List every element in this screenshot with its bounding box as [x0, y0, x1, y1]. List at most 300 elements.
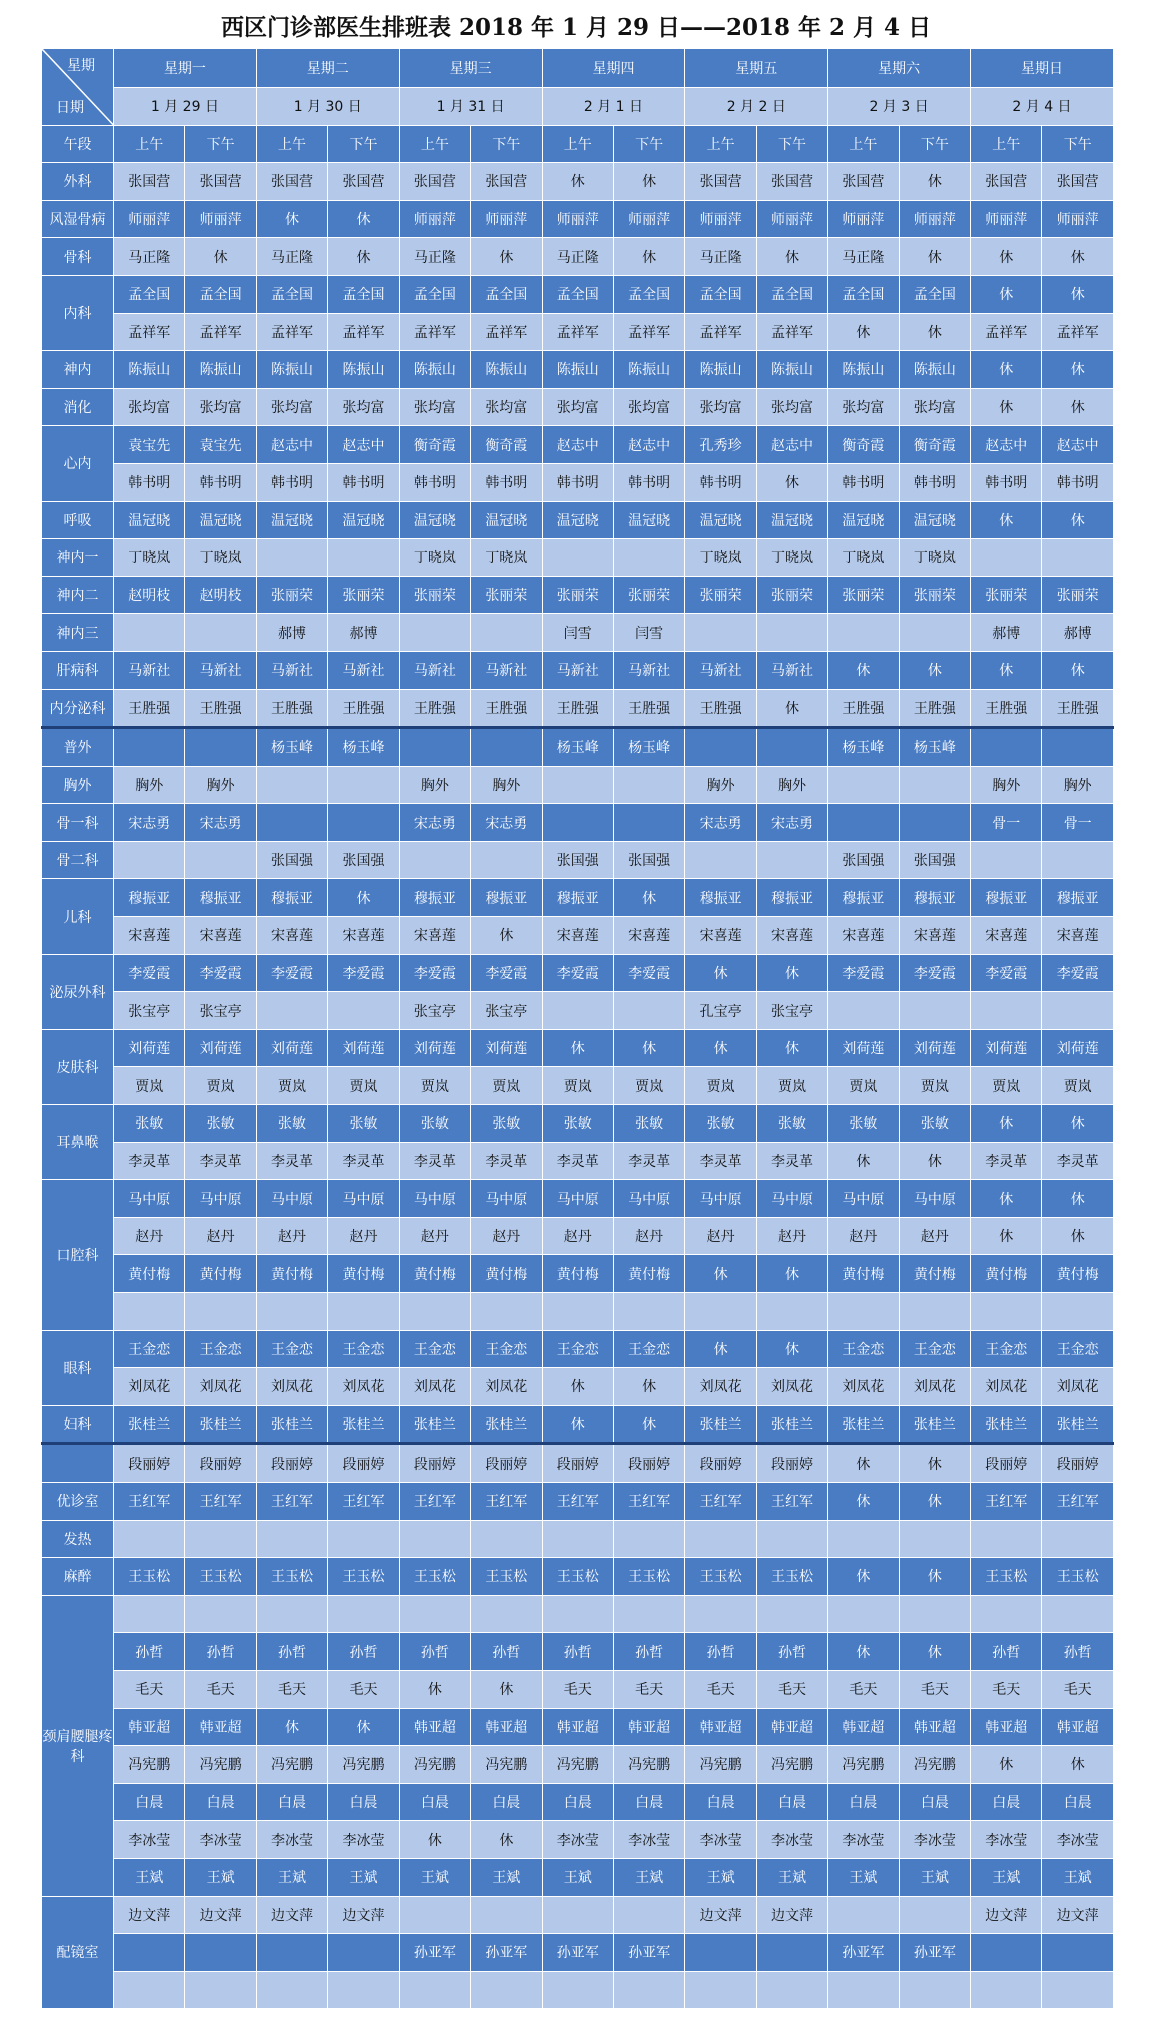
doctor-cell: 孟全国 — [328, 275, 399, 313]
doctor-cell: 休 — [1042, 238, 1113, 276]
doctor-cell: 段丽婷 — [399, 1444, 470, 1483]
doctor-cell: 师丽萍 — [399, 200, 470, 238]
doctor-cell: 李冰莹 — [1042, 1821, 1113, 1859]
doctor-cell — [328, 1293, 399, 1331]
doctor-cell: 王胜强 — [971, 689, 1042, 728]
doctor-cell: 宋志勇 — [114, 804, 185, 842]
doctor-cell: 边文萍 — [328, 1896, 399, 1934]
doctor-cell: 穆振亚 — [185, 879, 256, 917]
doctor-cell: 赵丹 — [613, 1217, 684, 1255]
doctor-cell — [185, 728, 256, 767]
doctor-cell: 休 — [828, 1558, 899, 1596]
doctor-cell: 孙哲 — [328, 1633, 399, 1671]
doctor-cell: 休 — [471, 1821, 542, 1859]
doctor-cell: 孙亚军 — [399, 1934, 470, 1972]
doctor-cell: 刘荷莲 — [471, 1029, 542, 1067]
department-name: 优诊室 — [42, 1482, 114, 1520]
doctor-cell — [114, 841, 185, 879]
doctor-cell: 孟祥军 — [399, 313, 470, 351]
doctor-cell: 李冰莹 — [899, 1821, 970, 1859]
doctor-cell: 马中原 — [114, 1180, 185, 1218]
doctor-cell — [1042, 728, 1113, 767]
schedule-row — [42, 275, 1114, 313]
doctor-cell: 宋喜莲 — [542, 917, 613, 955]
doctor-cell: 李冰莹 — [828, 1821, 899, 1859]
doctor-cell — [685, 1293, 756, 1331]
doctor-cell — [1042, 1934, 1113, 1972]
doctor-cell: 穆振亚 — [828, 879, 899, 917]
doctor-cell: 陈振山 — [399, 351, 470, 389]
doctor-cell: 胸外 — [685, 766, 756, 804]
doctor-cell: 韩亚超 — [542, 1708, 613, 1746]
doctor-cell — [471, 1520, 542, 1558]
doctor-cell — [685, 1520, 756, 1558]
doctor-cell: 宋喜莲 — [613, 917, 684, 955]
doctor-cell: 宋喜莲 — [256, 917, 327, 955]
doctor-cell: 胸外 — [971, 766, 1042, 804]
doctor-cell: 杨玉峰 — [542, 728, 613, 767]
doctor-cell: 黄付梅 — [399, 1255, 470, 1293]
doctor-cell: 马中原 — [899, 1180, 970, 1218]
doctor-cell — [971, 1293, 1042, 1331]
doctor-cell — [399, 1293, 470, 1331]
doctor-cell: 王金恋 — [399, 1330, 470, 1368]
doctor-cell: 白晨 — [971, 1783, 1042, 1821]
doctor-cell: 白晨 — [756, 1783, 827, 1821]
doctor-cell — [399, 841, 470, 879]
department-name: 配镜室 — [42, 1896, 114, 2009]
schedule-row — [42, 1217, 1114, 1255]
doctor-cell: 王胜强 — [399, 689, 470, 728]
doctor-cell: 白晨 — [613, 1783, 684, 1821]
doctor-cell: 王玉松 — [114, 1558, 185, 1596]
department-name: 肝病科 — [42, 651, 114, 689]
doctor-cell: 赵志中 — [542, 426, 613, 464]
doctor-cell: 王红军 — [328, 1482, 399, 1520]
schedule-row — [42, 238, 1114, 276]
doctor-cell: 衡奇霞 — [399, 426, 470, 464]
doctor-cell — [828, 1520, 899, 1558]
doctor-cell — [542, 1971, 613, 2009]
doctor-cell: 马正隆 — [399, 238, 470, 276]
doctor-cell: 郝博 — [328, 614, 399, 652]
doctor-cell: 韩亚超 — [471, 1708, 542, 1746]
doctor-cell: 刘凤花 — [1042, 1368, 1113, 1406]
doctor-cell: 李爱霞 — [399, 954, 470, 992]
doctor-cell: 张敏 — [328, 1105, 399, 1143]
schedule-row — [42, 1520, 1114, 1558]
doctor-cell: 休 — [185, 238, 256, 276]
doctor-cell: 李冰莹 — [542, 1821, 613, 1859]
doctor-cell: 黄付梅 — [1042, 1255, 1113, 1293]
doctor-cell: 丁晓岚 — [185, 539, 256, 577]
doctor-cell: 宋志勇 — [471, 804, 542, 842]
doctor-cell: 休 — [1042, 275, 1113, 313]
doctor-cell: 冯宪鹏 — [185, 1746, 256, 1784]
doctor-cell: 杨玉峰 — [899, 728, 970, 767]
doctor-cell: 刘凤花 — [828, 1368, 899, 1406]
doctor-cell — [256, 1934, 327, 1972]
doctor-cell — [256, 804, 327, 842]
doctor-cell: 张均富 — [328, 388, 399, 426]
doctor-cell — [185, 841, 256, 879]
schedule-row — [42, 1105, 1114, 1143]
doctor-cell: 张桂兰 — [399, 1405, 470, 1444]
doctor-cell: 孟全国 — [685, 275, 756, 313]
schedule-row — [42, 200, 1114, 238]
doctor-cell: 马新社 — [185, 651, 256, 689]
doctor-cell: 冯宪鹏 — [399, 1746, 470, 1784]
doctor-cell: 韩亚超 — [828, 1708, 899, 1746]
doctor-cell: 孙哲 — [471, 1633, 542, 1671]
doctor-cell: 张丽荣 — [542, 576, 613, 614]
doctor-cell — [328, 539, 399, 577]
doctor-cell: 边文萍 — [1042, 1896, 1113, 1934]
schedule-body — [42, 49, 1114, 2009]
doctor-cell: 李灵革 — [1042, 1142, 1113, 1180]
period-am: 上午 — [542, 125, 613, 163]
doctor-cell: 王金恋 — [1042, 1330, 1113, 1368]
doctor-cell: 宋志勇 — [399, 804, 470, 842]
doctor-cell: 穆振亚 — [971, 879, 1042, 917]
doctor-cell: 黄付梅 — [899, 1255, 970, 1293]
doctor-cell: 白晨 — [114, 1783, 185, 1821]
doctor-cell: 王斌 — [613, 1858, 684, 1896]
doctor-cell — [828, 614, 899, 652]
doctor-cell: 刘凤花 — [185, 1368, 256, 1406]
doctor-cell: 休 — [971, 275, 1042, 313]
corner-date-label: 日期 — [56, 99, 84, 116]
department-name: 内分泌科 — [42, 689, 114, 728]
doctor-cell: 赵丹 — [756, 1217, 827, 1255]
doctor-cell — [399, 1971, 470, 2009]
doctor-cell: 休 — [899, 1633, 970, 1671]
doctor-cell: 孟祥军 — [685, 313, 756, 351]
doctor-cell: 韩书明 — [185, 463, 256, 501]
doctor-cell: 张桂兰 — [185, 1405, 256, 1444]
doctor-cell: 边文萍 — [114, 1896, 185, 1934]
doctor-cell: 孙亚军 — [613, 1934, 684, 1972]
doctor-cell: 李爱霞 — [185, 954, 256, 992]
schedule-row — [42, 1255, 1114, 1293]
doctor-cell: 王金恋 — [471, 1330, 542, 1368]
doctor-cell: 李冰莹 — [613, 1821, 684, 1859]
doctor-cell: 贾岚 — [828, 1067, 899, 1105]
doctor-cell: 师丽萍 — [542, 200, 613, 238]
doctor-cell: 温冠晓 — [114, 501, 185, 539]
doctor-cell: 韩亚超 — [899, 1708, 970, 1746]
doctor-cell: 陈振山 — [756, 351, 827, 389]
doctor-cell: 王胜强 — [685, 689, 756, 728]
doctor-cell: 孔秀珍 — [685, 426, 756, 464]
doctor-cell: 张国营 — [114, 163, 185, 201]
doctor-cell: 穆振亚 — [542, 879, 613, 917]
corner-cell — [42, 49, 114, 126]
doctor-cell: 韩书明 — [613, 463, 684, 501]
schedule-row — [42, 426, 1114, 464]
doctor-cell: 赵志中 — [971, 426, 1042, 464]
doctor-cell: 张均富 — [542, 388, 613, 426]
doctor-cell: 刘荷莲 — [828, 1029, 899, 1067]
doctor-cell: 休 — [756, 689, 827, 728]
doctor-cell — [256, 1971, 327, 2009]
doctor-cell: 马中原 — [756, 1180, 827, 1218]
schedule-row — [42, 1444, 1114, 1483]
doctor-cell: 边文萍 — [185, 1896, 256, 1934]
doctor-cell: 休 — [1042, 1746, 1113, 1784]
weekday-cell: 星期三 — [399, 49, 542, 88]
schedule-row — [42, 539, 1114, 577]
doctor-cell: 温冠晓 — [685, 501, 756, 539]
doctor-cell: 休 — [1042, 388, 1113, 426]
doctor-cell: 赵丹 — [185, 1217, 256, 1255]
period-pm: 下午 — [471, 125, 542, 163]
doctor-cell: 韩亚超 — [185, 1708, 256, 1746]
doctor-cell — [828, 1971, 899, 2009]
schedule-row — [42, 1783, 1114, 1821]
doctor-cell: 孟全国 — [828, 275, 899, 313]
doctor-cell: 孙亚军 — [471, 1934, 542, 1972]
doctor-cell: 衡奇霞 — [899, 426, 970, 464]
doctor-cell: 赵丹 — [399, 1217, 470, 1255]
doctor-cell: 段丽婷 — [114, 1444, 185, 1483]
doctor-cell: 贾岚 — [1042, 1067, 1113, 1105]
doctor-cell: 韩书明 — [256, 463, 327, 501]
doctor-cell: 张宝亭 — [399, 992, 470, 1030]
doctor-cell: 宋喜莲 — [828, 917, 899, 955]
doctor-cell — [471, 841, 542, 879]
doctor-cell: 张均富 — [185, 388, 256, 426]
doctor-cell: 休 — [1042, 351, 1113, 389]
schedule-row — [42, 992, 1114, 1030]
doctor-cell: 休 — [685, 1255, 756, 1293]
doctor-cell: 休 — [828, 651, 899, 689]
doctor-cell — [114, 1595, 185, 1633]
doctor-cell: 马中原 — [685, 1180, 756, 1218]
doctor-cell: 张丽荣 — [685, 576, 756, 614]
doctor-cell — [1042, 992, 1113, 1030]
doctor-cell — [613, 1293, 684, 1331]
schedule-row — [42, 1633, 1114, 1671]
doctor-cell: 王玉松 — [185, 1558, 256, 1596]
doctor-cell: 衡奇霞 — [471, 426, 542, 464]
doctor-cell — [185, 1293, 256, 1331]
weekday-cell: 星期四 — [542, 49, 685, 88]
doctor-cell: 李爱霞 — [899, 954, 970, 992]
doctor-cell: 李冰莹 — [114, 1821, 185, 1859]
doctor-cell: 张国强 — [613, 841, 684, 879]
doctor-cell: 黄付梅 — [828, 1255, 899, 1293]
doctor-cell: 马中原 — [328, 1180, 399, 1218]
doctor-cell: 王斌 — [399, 1858, 470, 1896]
schedule-row — [42, 728, 1114, 767]
doctor-cell: 张国营 — [256, 163, 327, 201]
doctor-cell: 王红军 — [1042, 1482, 1113, 1520]
period-pm: 下午 — [1042, 125, 1113, 163]
doctor-cell: 王斌 — [256, 1858, 327, 1896]
doctor-cell: 刘凤花 — [399, 1368, 470, 1406]
doctor-cell: 张均富 — [471, 388, 542, 426]
doctor-cell: 休 — [899, 1482, 970, 1520]
doctor-cell: 韩亚超 — [685, 1708, 756, 1746]
doctor-cell: 王胜强 — [471, 689, 542, 728]
doctor-cell: 王红军 — [756, 1482, 827, 1520]
period-am: 上午 — [685, 125, 756, 163]
doctor-cell: 穆振亚 — [256, 879, 327, 917]
schedule-row — [42, 1293, 1114, 1331]
doctor-cell: 刘荷莲 — [971, 1029, 1042, 1067]
doctor-cell: 穆振亚 — [899, 879, 970, 917]
doctor-cell: 孟祥军 — [542, 313, 613, 351]
doctor-cell — [399, 728, 470, 767]
doctor-cell: 孟全国 — [114, 275, 185, 313]
doctor-cell: 韩书明 — [328, 463, 399, 501]
doctor-cell: 休 — [971, 1180, 1042, 1218]
doctor-cell: 赵丹 — [542, 1217, 613, 1255]
doctor-cell: 李灵革 — [685, 1142, 756, 1180]
doctor-cell: 孙哲 — [1042, 1633, 1113, 1671]
doctor-cell: 休 — [971, 1105, 1042, 1143]
doctor-cell: 韩书明 — [828, 463, 899, 501]
doctor-cell: 王胜强 — [185, 689, 256, 728]
period-am: 上午 — [828, 125, 899, 163]
department-name: 耳鼻喉 — [42, 1105, 114, 1180]
doctor-cell: 休 — [471, 1670, 542, 1708]
period-am: 上午 — [399, 125, 470, 163]
doctor-cell: 王斌 — [828, 1858, 899, 1896]
doctor-cell — [114, 1520, 185, 1558]
doctor-cell: 休 — [828, 1142, 899, 1180]
doctor-cell: 王玉松 — [256, 1558, 327, 1596]
doctor-cell: 王斌 — [971, 1858, 1042, 1896]
doctor-cell: 马正隆 — [256, 238, 327, 276]
doctor-cell: 穆振亚 — [114, 879, 185, 917]
doctor-cell: 胸外 — [1042, 766, 1113, 804]
doctor-cell: 李爱霞 — [828, 954, 899, 992]
doctor-cell — [399, 1595, 470, 1633]
doctor-cell — [256, 992, 327, 1030]
schedule-row — [42, 917, 1114, 955]
doctor-cell: 马中原 — [828, 1180, 899, 1218]
doctor-cell: 师丽萍 — [114, 200, 185, 238]
doctor-cell: 休 — [899, 651, 970, 689]
doctor-cell — [185, 1971, 256, 2009]
doctor-cell — [114, 728, 185, 767]
period-pm: 下午 — [185, 125, 256, 163]
doctor-cell: 贾岚 — [114, 1067, 185, 1105]
doctor-cell: 休 — [542, 163, 613, 201]
doctor-cell: 贾岚 — [542, 1067, 613, 1105]
department-name: 儿科 — [42, 879, 114, 954]
doctor-cell — [613, 1595, 684, 1633]
doctor-cell: 张均富 — [828, 388, 899, 426]
doctor-cell: 贾岚 — [899, 1067, 970, 1105]
doctor-cell: 王金恋 — [828, 1330, 899, 1368]
schedule-row — [42, 1821, 1114, 1859]
doctor-cell: 陈振山 — [899, 351, 970, 389]
date-cell: 1 月 29 日 — [114, 88, 257, 126]
doctor-cell: 王红军 — [399, 1482, 470, 1520]
doctor-cell — [328, 804, 399, 842]
doctor-cell: 马正隆 — [114, 238, 185, 276]
date-cell: 2 月 2 日 — [685, 88, 828, 126]
doctor-cell: 王玉松 — [1042, 1558, 1113, 1596]
doctor-cell: 刘荷莲 — [1042, 1029, 1113, 1067]
doctor-cell — [613, 804, 684, 842]
doctor-cell — [399, 1520, 470, 1558]
doctor-cell: 马新社 — [685, 651, 756, 689]
doctor-cell: 休 — [971, 1217, 1042, 1255]
period-label: 午段 — [42, 125, 114, 163]
department-name — [42, 1444, 114, 1483]
doctor-cell: 段丽婷 — [185, 1444, 256, 1483]
doctor-cell: 冯宪鹏 — [899, 1746, 970, 1784]
doctor-cell — [471, 1293, 542, 1331]
doctor-cell: 边文萍 — [685, 1896, 756, 1934]
doctor-cell: 孙哲 — [114, 1633, 185, 1671]
doctor-cell: 穆振亚 — [471, 879, 542, 917]
doctor-cell: 宋志勇 — [685, 804, 756, 842]
doctor-cell: 温冠晓 — [185, 501, 256, 539]
doctor-cell: 王金恋 — [899, 1330, 970, 1368]
doctor-cell: 赵志中 — [613, 426, 684, 464]
doctor-cell: 休 — [256, 1708, 327, 1746]
doctor-cell: 孟全国 — [756, 275, 827, 313]
doctor-cell — [185, 1520, 256, 1558]
weekday-cell: 星期日 — [971, 49, 1114, 88]
doctor-cell: 白晨 — [399, 1783, 470, 1821]
doctor-cell: 段丽婷 — [256, 1444, 327, 1483]
doctor-cell: 毛天 — [256, 1670, 327, 1708]
doctor-cell: 休 — [828, 1633, 899, 1671]
doctor-cell — [899, 1595, 970, 1633]
doctor-cell — [399, 614, 470, 652]
doctor-cell: 白晨 — [328, 1783, 399, 1821]
doctor-cell — [756, 614, 827, 652]
doctor-cell: 王金恋 — [971, 1330, 1042, 1368]
doctor-cell: 休 — [328, 238, 399, 276]
doctor-cell: 张国营 — [185, 163, 256, 201]
doctor-cell: 休 — [1042, 1105, 1113, 1143]
schedule-row — [42, 1708, 1114, 1746]
schedule-row — [42, 1180, 1114, 1218]
doctor-cell: 马正隆 — [685, 238, 756, 276]
department-name: 内科 — [42, 275, 114, 350]
doctor-cell: 马新社 — [471, 651, 542, 689]
doctor-cell: 韩亚超 — [114, 1708, 185, 1746]
doctor-cell: 张国营 — [1042, 163, 1113, 201]
doctor-cell: 刘凤花 — [899, 1368, 970, 1406]
doctor-cell: 张宝亭 — [756, 992, 827, 1030]
department-name: 颈肩腰腿疼科 — [42, 1595, 114, 1896]
doctor-cell: 刘荷莲 — [899, 1029, 970, 1067]
doctor-cell — [328, 1520, 399, 1558]
doctor-cell: 张国强 — [542, 841, 613, 879]
doctor-cell: 王玉松 — [328, 1558, 399, 1596]
doctor-cell: 丁晓岚 — [828, 539, 899, 577]
doctor-cell: 丁晓岚 — [899, 539, 970, 577]
period-am: 上午 — [114, 125, 185, 163]
doctor-cell: 孟祥军 — [185, 313, 256, 351]
doctor-cell: 刘凤花 — [471, 1368, 542, 1406]
doctor-cell: 郝博 — [256, 614, 327, 652]
doctor-cell — [185, 1934, 256, 1972]
doctor-cell — [756, 1595, 827, 1633]
doctor-cell — [828, 1293, 899, 1331]
doctor-cell: 张丽荣 — [613, 576, 684, 614]
doctor-cell: 休 — [256, 200, 327, 238]
doctor-cell — [899, 614, 970, 652]
